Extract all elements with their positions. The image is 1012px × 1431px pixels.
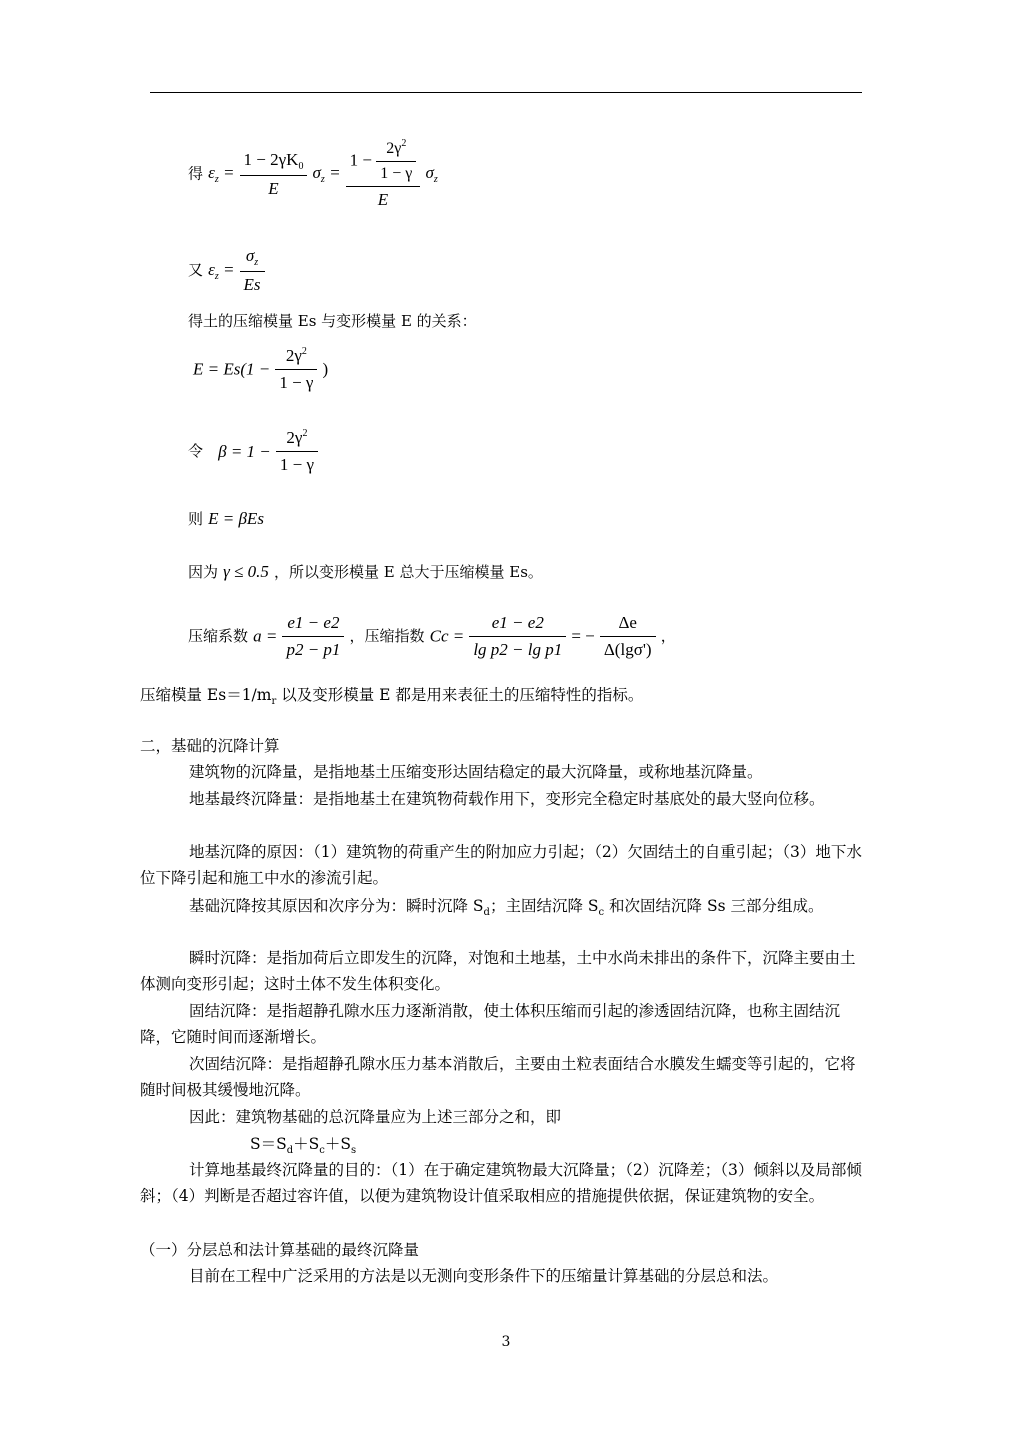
paragraph-8: 因此：建筑物基础的总沉降量应为上述三部分之和，即	[189, 1108, 562, 1126]
equation-2-fraction: $\frac{\sigma_z}{Es}$	[240, 246, 265, 295]
paragraph-11: 目前在工程中广泛采用的方法是以无测向变形条件下的压缩量计算基础的分层总和法。	[189, 1267, 779, 1285]
paragraph-5: 瞬时沉降：是指加荷后立即发生的沉降，对饱和土地基，土中水尚未排出的条件下，沉降主要由土体测向变形引起；这时土体不发生体积变化。	[140, 949, 856, 993]
formula-total-settlement: $S=S_d+S_c+S_s$	[250, 1135, 357, 1156]
equation-1-fraction-b: 1 − $\frac{2\gamma^2}{1 - \gamma}$ E	[346, 138, 421, 210]
equation-2: 又 $\varepsilon_z$ = $\frac{\sigma_z}{Es}$	[188, 246, 265, 295]
equation-3-fraction: $\frac{2\gamma^2}{1 - \gamma}$	[275, 346, 317, 393]
equation-5: 则 E = βEs	[188, 509, 264, 528]
equation-3: E = Es(1 − $\frac{2\gamma^2}{1 - \gamma}$ )	[193, 346, 329, 392]
subsection-heading: （一）分层总和法计算基础的最终沉降量	[140, 1241, 420, 1259]
equation-6: 压缩系数 a = $\frac{e1 - e2}{p2 - p1}$ ，压缩指数 Cc = $\frac{e1 - e2}{\text{lg p2 − lg p1}}$ = − $\frac{\Delta e}{\Delta(\lg\sigma')}$ ，	[188, 613, 676, 659]
equation-1-fraction-a: $\frac{1 - 2\gamma K_0}{E}$	[240, 150, 308, 199]
equation-1: 得 $\varepsilon_z$ = $\frac{1 - 2\gamma K_0}{E}$ $\sigma_z$ = 1 − $\frac{2\gamma^2}{1 - \gamma}$ E $\sigma_z$	[188, 138, 438, 209]
text-modulus-relation: 得土的压缩模量 Es 与变形模量 E 的关系：	[188, 312, 477, 330]
equation-6-fraction-a: $\frac{e1 - e2}{p2 - p1}$	[282, 613, 344, 660]
paragraph-4: 基础沉降按其原因和次序分为：瞬时沉降 $S_d$；主固结沉降 $S_c$ 和次固结沉降 Ss 三部分组成。	[189, 897, 824, 918]
paragraph-modulus-note: 压缩模量 $Es=1/m_r$ 以及变形模量 E 都是用来表征土的压缩特性的指标。	[140, 686, 644, 707]
paragraph-6: 固结沉降：是指超静孔隙水压力逐渐消散，使土体积压缩而引起的渗透固结沉降，也称主固结沉降，它随时间而逐渐增长。	[140, 1002, 841, 1046]
equation-4: 令 β = 1 − $\frac{2\gamma^2}{1 - \gamma}$	[188, 428, 318, 475]
equation-6-fraction-b: $\frac{e1 - e2}{\text{lg p2 − lg p1}}$	[469, 613, 566, 660]
page-number: 3	[501, 1334, 511, 1350]
paragraph-7: 次固结沉降：是指超静孔隙水压力基本消散后，主要由土粒表面结合水膜发生蠕变等引起的，它将随时间极其缓慢地沉降。	[140, 1055, 856, 1099]
paragraph-10: 计算地基最终沉降量的目的：（1）在于确定建筑物最大沉降量；（2）沉降差；（3）倾斜以及局部倾斜；（4）判断是否超过容许值，以便为建筑物设计值采取相应的措施提供依据，保证建筑物的安全。	[140, 1161, 862, 1205]
text-gamma-condition: 因为 γ ≤ 0.5 ，所以变形模量 E 总大于压缩模量 Es。	[188, 562, 543, 581]
paragraph-1: 建筑物的沉降量，是指地基土压缩变形达固结稳定的最大沉降量，或称地基沉降量。	[189, 763, 763, 781]
section-heading: 二，基础的沉降计算	[140, 737, 280, 755]
equation-4-fraction: $\frac{2\gamma^2}{1 - \gamma}$	[276, 428, 318, 475]
header-rule	[150, 92, 862, 93]
equation-6-fraction-c: $\frac{\Delta e}{\Delta(\lg\sigma')}$	[600, 613, 656, 660]
paragraph-3: 地基沉降的原因：（1）建筑物的荷重产生的附加应力引起；（2）欠固结土的自重引起；（3）地下水位下降引起和施工中水的渗流引起。	[140, 843, 862, 887]
paragraph-2: 地基最终沉降量：是指地基土在建筑物荷载作用下，变形完全稳定时基底处的最大竖向位移。	[189, 790, 825, 808]
